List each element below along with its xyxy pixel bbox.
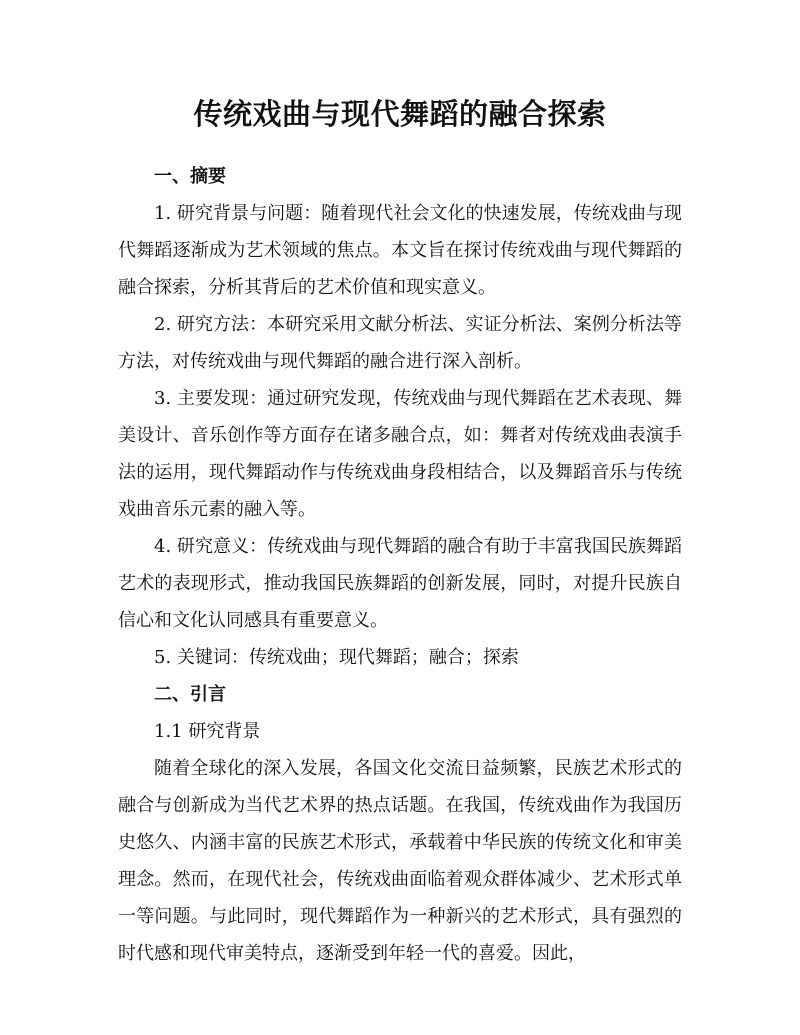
abstract-paragraph-methods: 2. 研究方法：本研究采用文献分析法、实证分析法、案例分析法等方法，对传统戏曲与现代舞蹈的融合进行深入剖析。 <box>118 314 682 372</box>
subsection-heading-research-background: 1.1 研究背景 <box>154 721 261 742</box>
document-title: 传统戏曲与现代舞蹈的融合探索 <box>193 97 607 131</box>
abstract-paragraph-keywords: 5. 关键词：传统戏曲；现代舞蹈；融合；探索 <box>154 647 519 668</box>
abstract-paragraph-findings: 3. 主要发现：通过研究发现，传统戏曲与现代舞蹈在艺术表现、舞美设计、音乐创作等方面存在诸多融合点，如：舞者对传统戏曲表演手法的运用，现代舞蹈动作与传统戏曲身段相结合，以及舞蹈音乐与传统戏曲音乐元素的融入等。 <box>118 388 682 520</box>
section-heading-abstract: 一、摘要 <box>154 166 226 187</box>
abstract-paragraph-significance: 4. 研究意义：传统戏曲与现代舞蹈的融合有助于丰富我国民族舞蹈艺术的表现形式，推动我国民族舞蹈的创新发展，同时，对提升民族自信心和文化认同感具有重要意义。 <box>118 536 682 631</box>
introduction-paragraph: 随着全球化的深入发展，各国文化交流日益频繁，民族艺术形式的融合与创新成为当代艺术界的热点话题。在我国，传统戏曲作为我国历史悠久、内涵丰富的民族艺术形式，承载着中华民族的传统文化和审美理念。然而，在现代社会，传统戏曲面临着观众群体减少、艺术形式单一等问题。与此同时，现代舞蹈作为一种新兴的艺术形式，具有强烈的时代感和现代审美特点，逐渐受到年轻一代的喜爱。因此， <box>118 758 682 964</box>
abstract-paragraph-background: 1. 研究背景与问题：随着现代社会文化的快速发展，传统戏曲与现代舞蹈逐渐成为艺术领域的焦点。本文旨在探讨传统戏曲与现代舞蹈的融合探索，分析其背后的艺术价值和现实意义。 <box>118 203 682 298</box>
section-heading-introduction: 二、引言 <box>154 684 226 705</box>
